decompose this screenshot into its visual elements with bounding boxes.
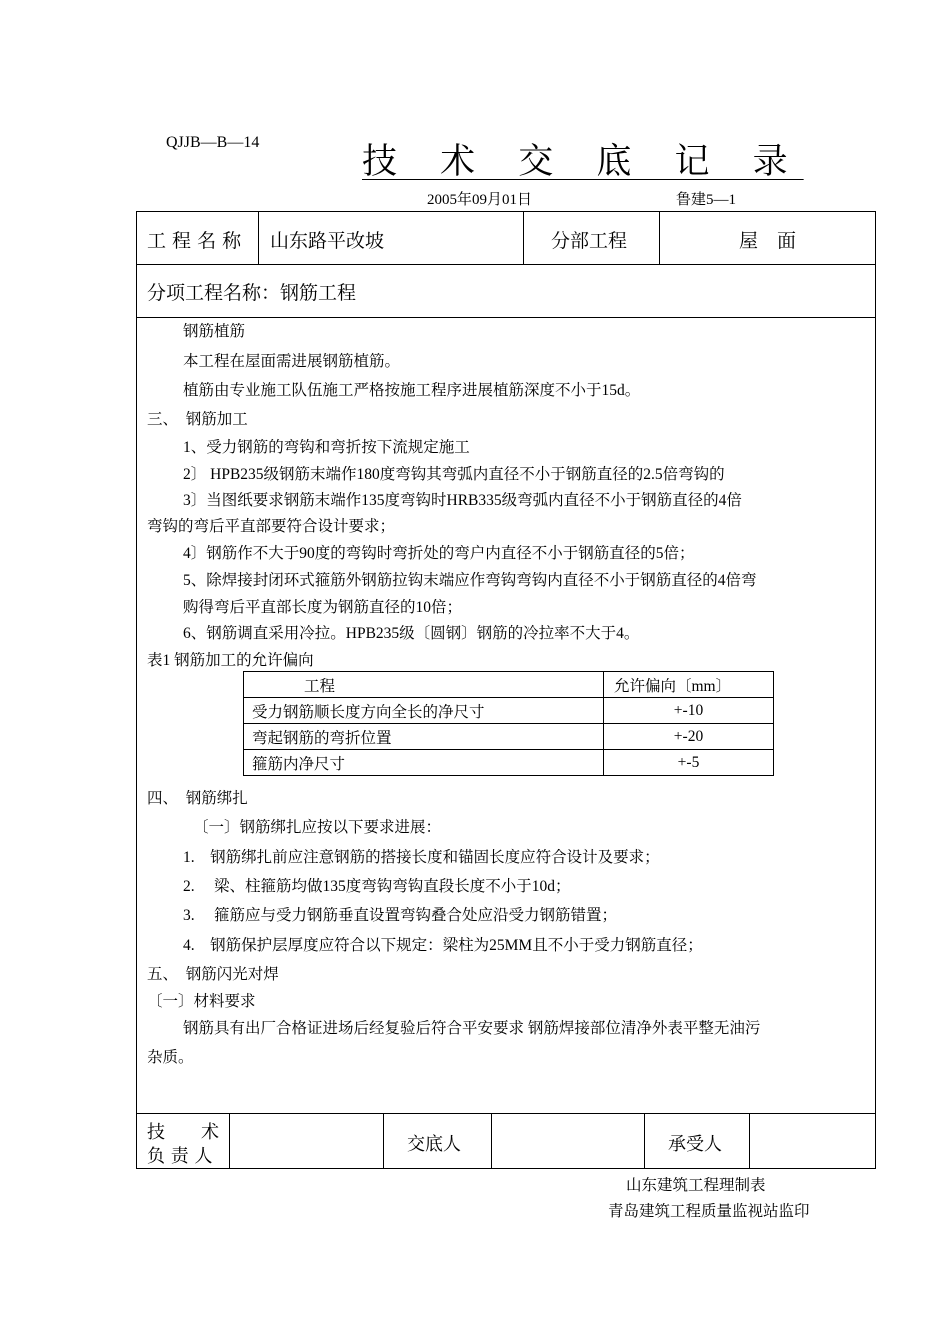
table-row	[244, 750, 774, 776]
content-line: 6、钢筋调直采用冷拉。HPB235级〔圆钢〕钢筋的冷拉率不大于4。	[183, 625, 640, 642]
document-title: 技 术 交 底 记 录	[362, 142, 804, 182]
table-header-cell: 工程	[244, 672, 604, 698]
column-divider	[659, 212, 660, 264]
content-line: 钢筋植筋	[183, 323, 246, 340]
discloser-label: 交底人	[407, 1134, 461, 1155]
footer-supervisor: 青岛建筑工程质量监视站监印	[608, 1202, 810, 1220]
deviation-table	[243, 671, 774, 776]
content-line: 购得弯后平直部长度为钢筋直径的10倍；	[183, 599, 463, 616]
division-label: 分部工程	[551, 230, 628, 252]
subitem-name: 分项工程名称：钢筋工程	[147, 282, 357, 304]
table-cell: +-20	[604, 724, 774, 750]
receiver-label: 承受人	[668, 1134, 722, 1155]
content-line: 植筋由专业施工队伍施工严格按施工程序进展植筋深度不小于15d。	[183, 382, 641, 399]
project-name-value: 山东路平改坡	[270, 230, 385, 252]
table-cell: 箍筋内净尺寸	[244, 750, 604, 776]
content-line: 5、除焊接封闭环式箍筋外钢筋拉钩末端应作弯钩弯钩内直径不小于钢筋直径的4倍弯	[183, 572, 757, 589]
table-cell: +-10	[604, 698, 774, 724]
content-line: 弯钩的弯后平直部要符合设计要求；	[147, 518, 396, 535]
table-cell: +-5	[604, 750, 774, 776]
row-divider	[137, 317, 875, 318]
record-table	[136, 211, 876, 1169]
division-value: 屋 面	[739, 230, 797, 252]
content-line: 3〕当图纸要求钢筋末端作135度弯钩时HRB335级弯弧内直径不小于钢筋直径的4倍	[183, 492, 742, 509]
content-line: 3. 箍筋应与受力钢筋垂直设置弯钩叠合处应沿受力钢筋错置；	[183, 907, 618, 924]
section-heading: 五、 钢筋闪光对焊	[147, 966, 279, 983]
table-cell: 弯起钢筋的弯折位置	[244, 724, 604, 750]
column-divider	[258, 212, 259, 264]
document-date: 2005年09月01日	[427, 192, 533, 208]
content-line: 1. 钢筋绑扎前应注意钢筋的搭接长度和锚固长度应符合设计及要求；	[183, 849, 660, 866]
row-divider	[137, 1113, 875, 1114]
content-line: 〔一〕钢筋绑扎应按以下要求进展：	[193, 819, 442, 836]
column-divider	[491, 1113, 492, 1169]
column-divider	[383, 1113, 384, 1169]
tech-lead-label: 技 术	[147, 1122, 219, 1143]
column-divider	[523, 212, 524, 264]
table-row	[244, 724, 774, 750]
table-header-row	[244, 672, 774, 698]
content-line: 4〕钢筋作不大于90度的弯钩时弯折处的弯户内直径不小于钢筋直径的5倍；	[183, 545, 695, 562]
content-line: 2. 梁、柱箍筋均做135度弯钩弯钩直段长度不小于10d；	[183, 878, 571, 895]
document-reference: 鲁建5—1	[676, 192, 737, 208]
section-heading: 四、 钢筋绑扎	[147, 790, 248, 807]
content-line: 1、受力钢筋的弯钩和弯折按下流规定施工	[183, 439, 470, 456]
tech-lead-label: 负 责 人	[147, 1146, 213, 1167]
table-row	[244, 698, 774, 724]
content-line: 〔一〕材料要求	[147, 993, 256, 1010]
content-line: 杂质。	[147, 1049, 194, 1066]
section-heading: 三、 钢筋加工	[147, 411, 248, 428]
content-line: 2〕 HPB235级钢筋末端作180度弯钩其弯弧内直径不小于钢筋直径的2.5倍弯钩的	[183, 466, 725, 483]
form-code: QJJB—B—14	[166, 134, 260, 151]
table-caption: 表1 钢筋加工的允许偏向	[147, 652, 314, 669]
content-line: 钢筋具有出厂合格证进场后经复验后符合平安要求 钢筋焊接部位清净外表平整无油污	[183, 1020, 761, 1037]
content-line: 本工程在屋面需进展钢筋植筋。	[183, 353, 401, 370]
column-divider	[229, 1113, 230, 1169]
content-line: 4. 钢筋保护层厚度应符合以下规定：梁柱为25MM且不小于受力钢筋直径；	[183, 937, 703, 954]
row-divider	[137, 264, 875, 265]
table-cell: 受力钢筋顺长度方向全长的净尺寸	[244, 698, 604, 724]
column-divider	[644, 1113, 645, 1169]
column-divider	[749, 1113, 750, 1169]
table-header-cell: 允许偏向〔mm〕	[604, 672, 774, 698]
project-name-label: 工 程 名 称	[147, 230, 242, 252]
footer-maker: 山东建筑工程理制表	[626, 1176, 766, 1194]
